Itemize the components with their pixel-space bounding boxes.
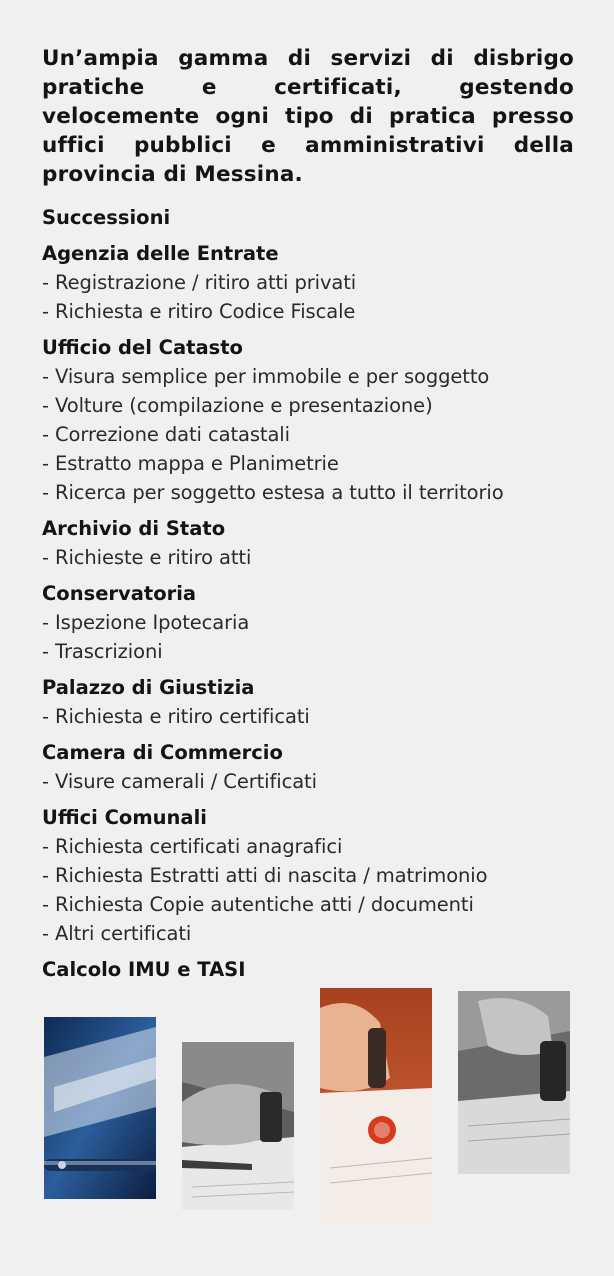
service-item: - Visura semplice per immobile e per soggetto: [42, 365, 490, 388]
service-section: [42, 333, 582, 507]
section-heading: Ufficio del Catasto: [42, 336, 243, 359]
service-item: - Ispezione Ipotecaria: [42, 611, 250, 634]
section-heading: Uffici Comunali: [42, 806, 207, 829]
section-heading: Calcolo IMU e TASI: [42, 958, 246, 981]
section-heading: Agenzia delle Entrate: [42, 242, 279, 265]
service-item: - Altri certificati: [42, 922, 192, 945]
service-item: - Ricerca per soggetto estesa a tutto il territorio: [42, 481, 504, 504]
hand-stamping-photo: [320, 988, 432, 1225]
section-heading: Conservatoria: [42, 582, 197, 605]
section-heading: Palazzo di Giustizia: [42, 676, 255, 699]
stamp-on-paper-photo: [458, 991, 570, 1174]
service-item: - Visure camerali / Certificati: [42, 770, 317, 793]
service-section: [42, 203, 582, 232]
service-item: - Richiesta certificati anagrafici: [42, 835, 343, 858]
service-item: - Trascrizioni: [42, 640, 163, 663]
service-section: [42, 673, 582, 731]
section-heading: Successioni: [42, 206, 171, 229]
service-section: [42, 738, 582, 796]
service-item: - Registrazione / ritiro atti privati: [42, 271, 357, 294]
photo-strip: [0, 985, 614, 1230]
service-section: [42, 803, 582, 948]
section-heading: Camera di Commercio: [42, 741, 283, 764]
service-section: [42, 955, 582, 984]
service-section: [42, 239, 582, 326]
service-item: - Estratto mappa e Planimetrie: [42, 452, 339, 475]
service-item: - Correzione dati catastali: [42, 423, 290, 446]
hand-signing-photo: [182, 1042, 294, 1210]
services-list: [42, 203, 582, 991]
service-item: - Richieste e ritiro atti: [42, 546, 252, 569]
pen-on-documents-photo: [44, 1017, 156, 1199]
intro-paragraph: Un’ampia gamma di servizi di disbrigo pratiche e certificati, gestendo velocemente ogni tipo di pratica presso uffici pubblici e amministrativi della provincia di Messina.: [42, 46, 574, 187]
service-section: [42, 514, 582, 572]
service-item: - Volture (compilazione e presentazione): [42, 394, 433, 417]
section-heading: Archivio di Stato: [42, 517, 226, 540]
service-item: - Richiesta e ritiro certificati: [42, 705, 310, 728]
service-item: - Richiesta Estratti atti di nascita / matrimonio: [42, 864, 488, 887]
service-item: - Richiesta e ritiro Codice Fiscale: [42, 300, 356, 323]
service-section: [42, 579, 582, 666]
service-item: - Richiesta Copie autentiche atti / documenti: [42, 893, 474, 916]
